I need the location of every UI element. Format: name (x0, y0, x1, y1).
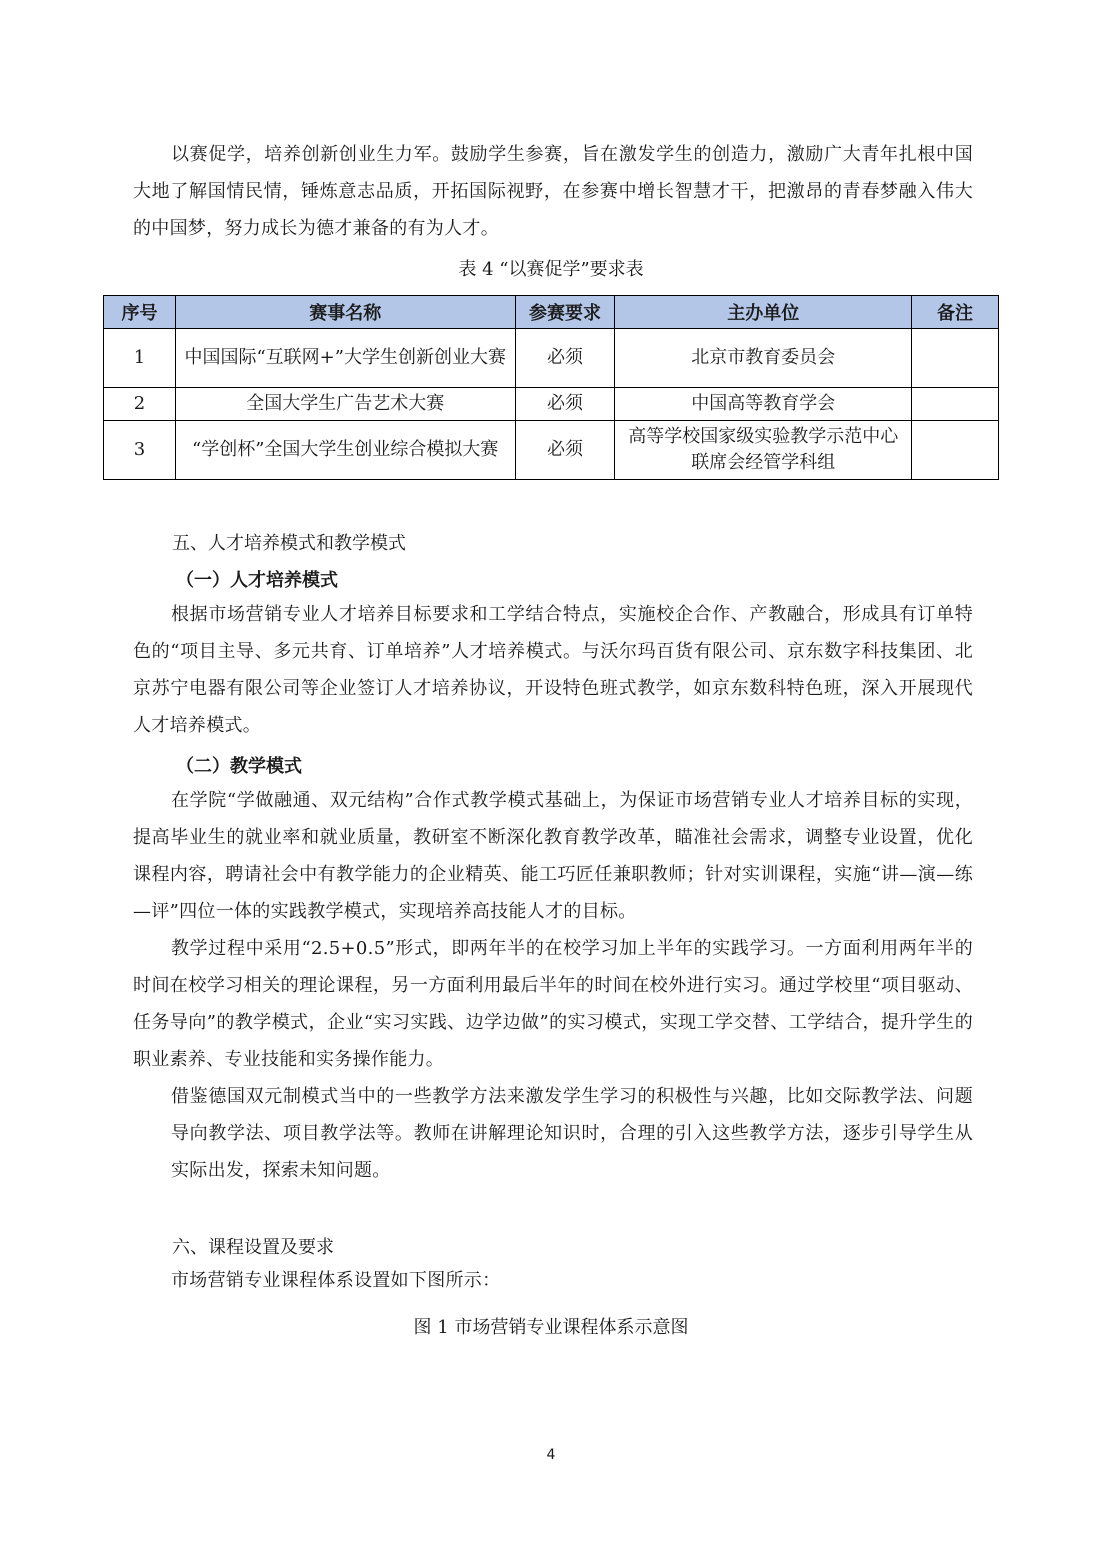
cell-requirement: 必须 (515, 421, 615, 480)
cell-name: 全国大学生广告艺术大赛 (175, 388, 515, 421)
teaching-model-paragraph-2: 教学过程中采用“2.5+0.5”形式，即两年半的在校学习加上半年的实践学习。一方面利用两年半的时间在校学习相关的理论课程，另一方面利用最后半年的时间在校外进行实习。通过学校里“项目驱动、任务导向”的教学模式，企业“实习实践、边学边做”的实习模式，实现工学交替、工学结合，提升学生的职业素养、专业技能和实务操作能力。 (133, 938, 973, 1070)
cell-no: 2 (104, 388, 176, 421)
table-row (104, 329, 999, 388)
cell-organizer: 中国高等教育学会 (615, 388, 912, 421)
cell-requirement: 必须 (515, 388, 615, 421)
cell-name: “学创杯”全国大学生创业综合模拟大赛 (175, 421, 515, 480)
talent-model-paragraph: 根据市场营销专业人才培养目标要求和工学结合特点，实施校企合作、产教融合，形成具有订单特色的“项目主导、多元共育、订单培养”人才培养模式。与沃尔玛百货有限公司、京东数字科技集团、北京苏宁电器有限公司等企业签订人才培养协议，开设特色班式教学，如京东数科特色班，深入开展现代人才培养模式。 (133, 604, 973, 736)
teaching-model-paragraph-3: 借鉴德国双元制模式当中的一些教学方法来激发学生学习的积极性与兴趣，比如交际教学法、问题导向教学法、项目教学法等。教师在讲解理论知识时，合理的引入这些教学方法，逐步引导学生从实际出发，探索未知问题。 (171, 1086, 973, 1181)
table-caption: 表 4 “以赛促学”要求表 (458, 259, 644, 280)
cell-organizer: 北京市教育委员会 (615, 329, 912, 388)
teaching-model-paragraph-1: 在学院“学做融通、双元结构”合作式教学模式基础上，为保证市场营销专业人才培养目标的实现，提高毕业生的就业率和就业质量，教研室不断深化教育教学改革，瞄准社会需求，调整专业设置，优化课程内容，聘请社会中有教学能力的企业精英、能工巧匠任兼职教师；针对实训课程，实施“讲—演—练—评”四位一体的实践教学模式，实现培养高技能人才的目标。 (133, 790, 973, 922)
cell-remark (912, 388, 999, 421)
section-5-heading: 五、人才培养模式和教学模式 (172, 533, 406, 554)
cell-organizer: 高等学校国家级实验教学示范中心联席会经管学科组 (615, 421, 912, 480)
subsection-1-heading: （一）人才培养模式 (176, 570, 338, 591)
cell-remark (912, 329, 999, 388)
competition-requirements-table (103, 295, 999, 480)
table-row (104, 421, 999, 480)
section-6-heading: 六、课程设置及要求 (172, 1237, 334, 1258)
header-organizer: 主办单位 (615, 296, 912, 329)
intro-paragraph: 以赛促学，培养创新创业生力军。鼓励学生参赛，旨在激发学生的创造力，激励广大青年扎根中国大地了解国情民情，锤炼意志品质，开拓国际视野，在参赛中增长智慧才干，把激昂的青春梦融入伟大的中国梦，努力成长为德才兼备的有为人才。 (133, 144, 973, 239)
subsection-2-heading: （二）教学模式 (176, 756, 302, 777)
cell-requirement: 必须 (515, 329, 615, 388)
cell-no: 3 (104, 421, 176, 480)
course-setting-paragraph: 市场营销专业课程体系设置如下图所示： (171, 1270, 501, 1291)
header-name: 赛事名称 (175, 296, 515, 329)
figure-caption: 图 1 市场营销专业课程体系示意图 (413, 1317, 689, 1338)
table-row (104, 388, 999, 421)
header-remark: 备注 (912, 296, 999, 329)
header-requirement: 参赛要求 (515, 296, 615, 329)
cell-no: 1 (104, 329, 176, 388)
table-header-row (104, 296, 999, 329)
header-no: 序号 (104, 296, 176, 329)
cell-remark (912, 421, 999, 480)
cell-name: 中国国际“互联网+”大学生创新创业大赛 (175, 329, 515, 388)
page-number: 4 (546, 1447, 556, 1463)
